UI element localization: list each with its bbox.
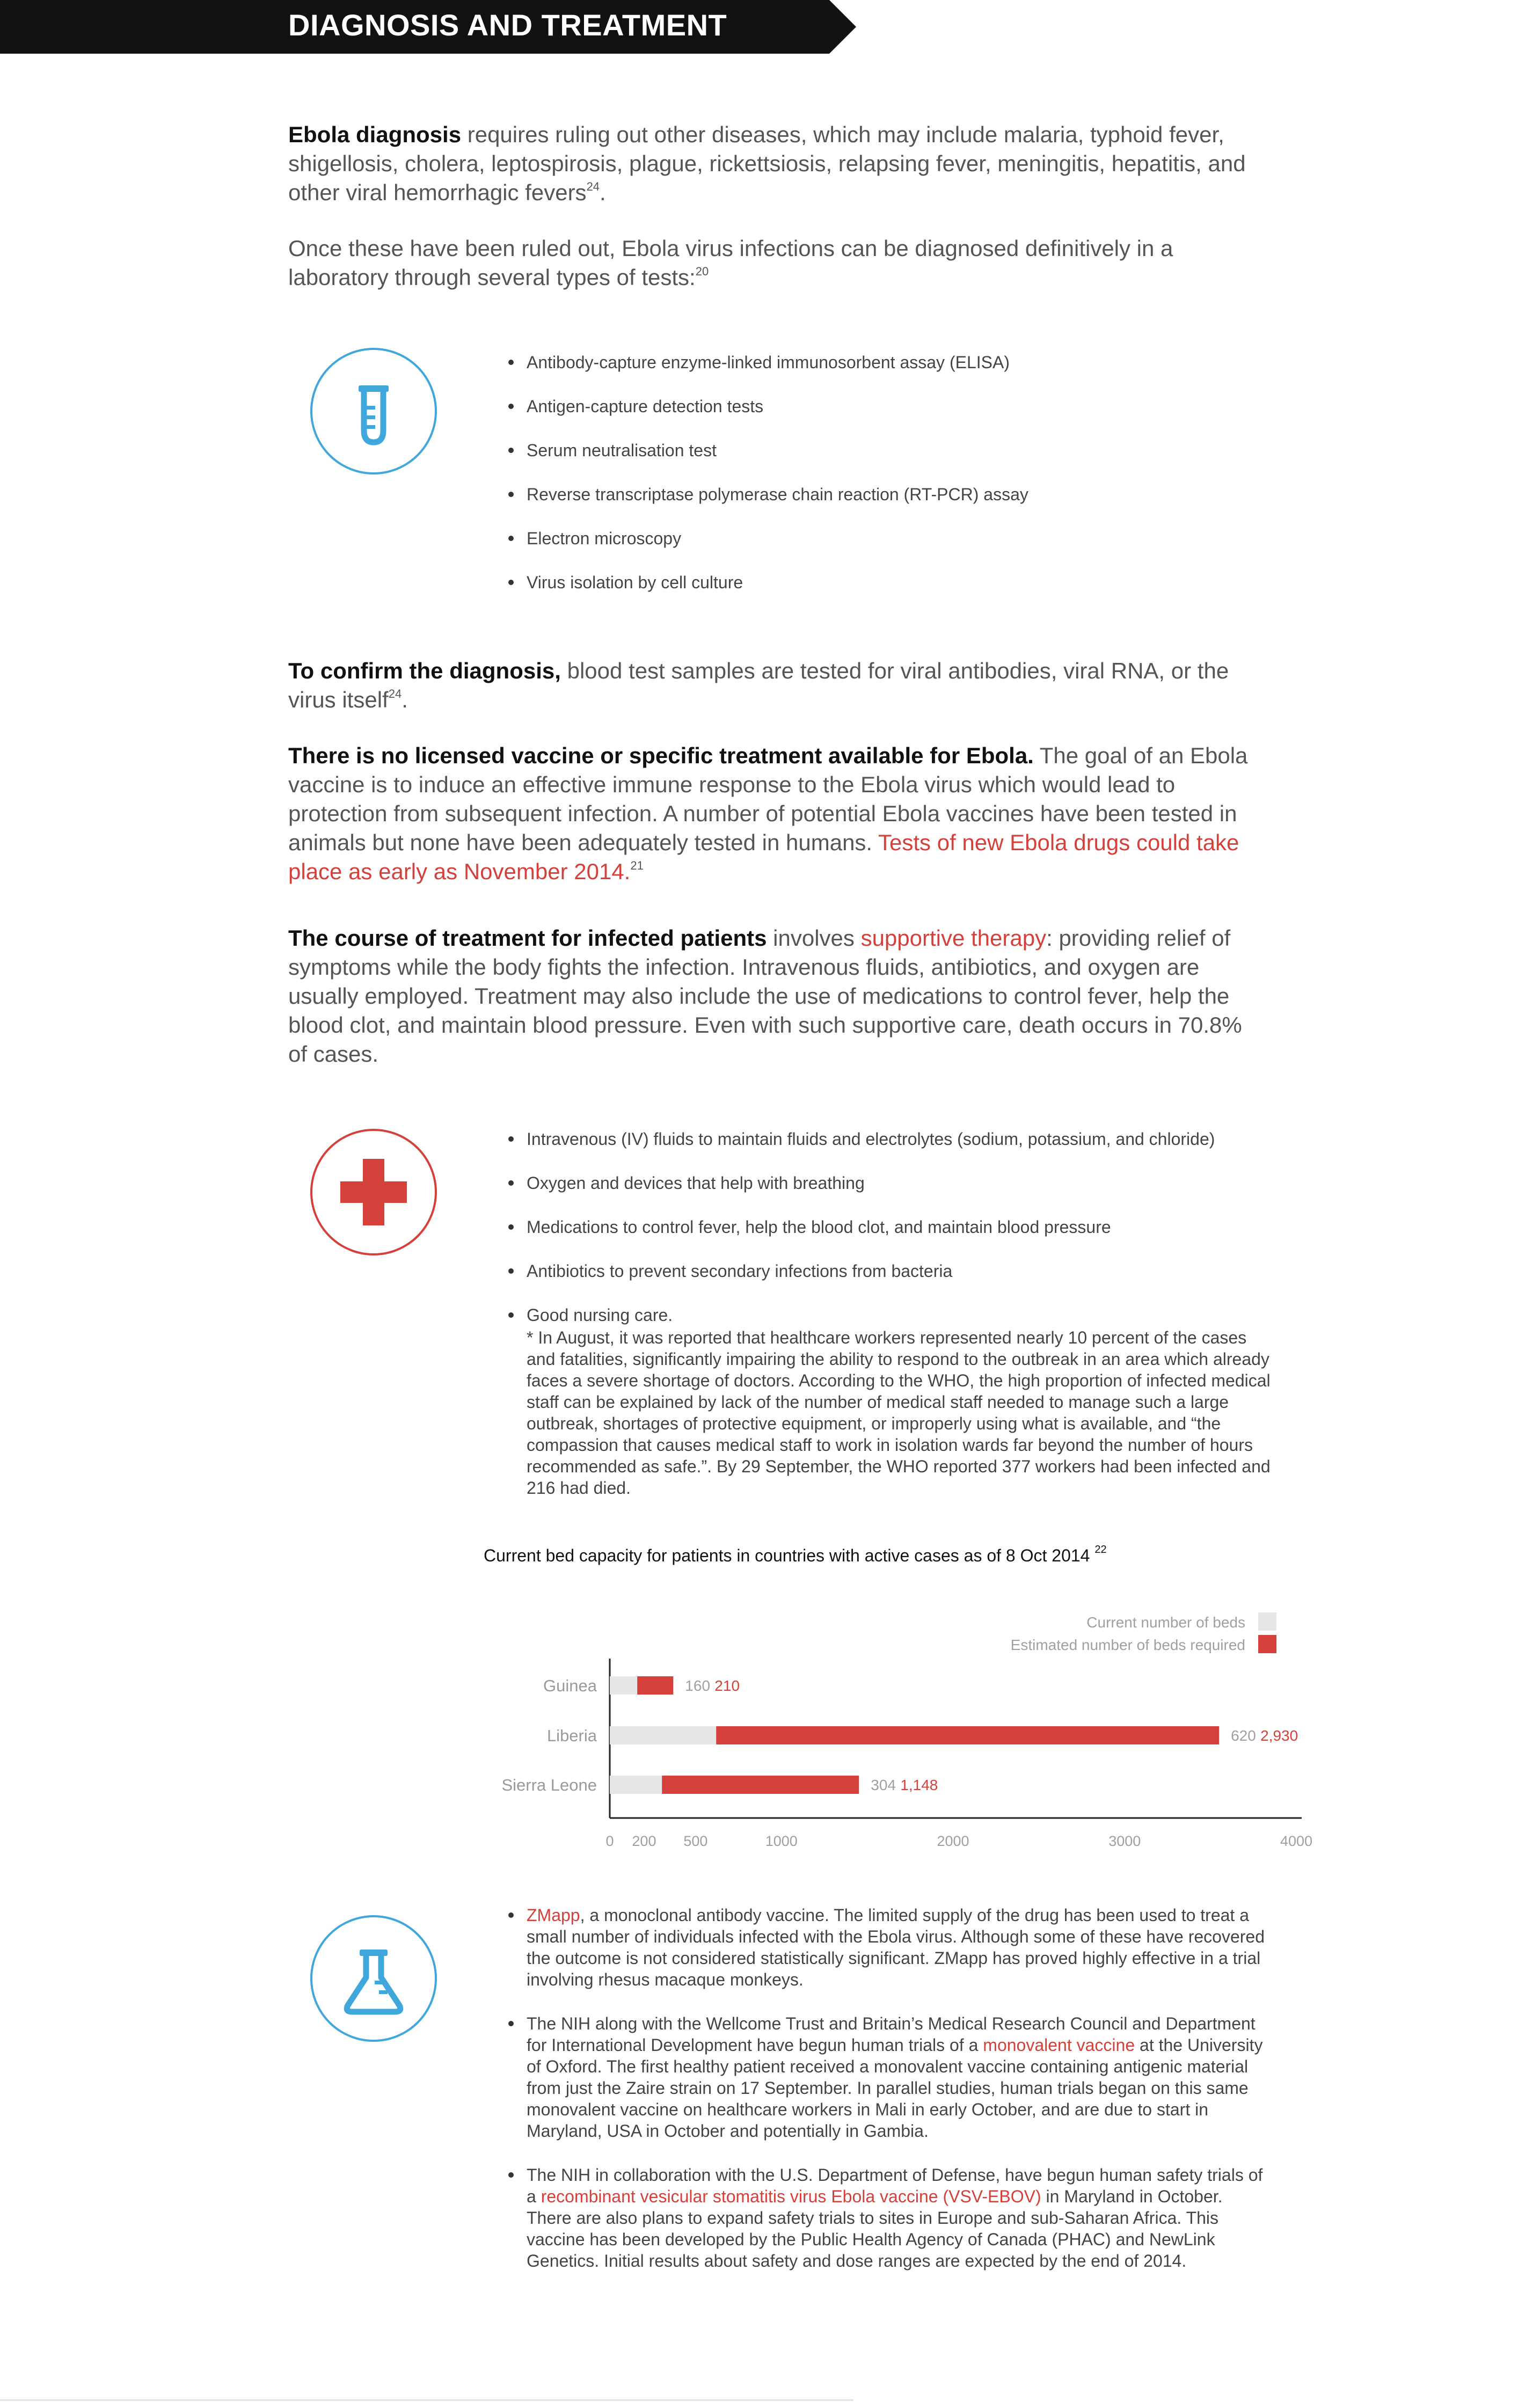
current-beds-label: 160 <box>685 1677 711 1694</box>
vaccine-bold-lead: There is no licensed vaccine or specific treatment available for Ebola. <box>288 743 1034 768</box>
vaccine-trials-list <box>508 1904 1271 2272</box>
treatment-text: involves <box>767 925 861 951</box>
zmapp-link-text: ZMapp <box>527 1905 580 1925</box>
x-tick-label: 4000 <box>1280 1833 1313 1849</box>
current-beds-label: 304 <box>871 1777 896 1793</box>
section-banner <box>0 0 859 54</box>
list-item: Oxygen and devices that help with breathing <box>508 1172 1271 1194</box>
flask-icon <box>310 1915 437 2042</box>
intro-text: requires ruling out other diseases, which may include malaria, typhoid fever, shigellosis, cholera, leptospirosis, plague, rickettsiosis, relapsing fever, meningitis, hepatitis, and other viral hemorrhagic fevers <box>288 122 1246 205</box>
monovalent-pre-text: The NIH along with the Wellcome Trust and Britain’s Medical Research Council and Department for International Development have begun human trials of a <box>527 2014 1256 2055</box>
category-label: Sierra Leone <box>501 1776 597 1794</box>
x-tick-label: 2000 <box>937 1833 969 1849</box>
current-beds-label: 620 <box>1231 1727 1256 1744</box>
required-beds-label: 1,148 <box>900 1777 938 1793</box>
tests-intro-text: Once these have been ruled out, Ebola virus infections can be diagnosed definitively in a laboratory through several types of tests: <box>288 236 1173 290</box>
required-beds-bar <box>637 1676 673 1695</box>
x-tick-label: 500 <box>683 1833 708 1849</box>
bed-capacity-chart <box>472 1605 1320 1852</box>
supportive-care-list <box>508 1128 1271 1499</box>
intro-bold-lead: Ebola diagnosis <box>288 122 462 147</box>
list-item: Antigen-capture detection tests <box>508 396 1260 417</box>
confirm-end: . <box>402 687 408 712</box>
required-beds-label: 210 <box>714 1677 740 1694</box>
list-item: Medications to control fever, help the blood clot, and maintain blood pressure <box>508 1216 1271 1238</box>
flask-icon-graphic <box>312 1917 435 2040</box>
section-title: DIAGNOSIS AND TREATMENT <box>288 8 727 42</box>
x-tick-label: 1000 <box>765 1833 798 1849</box>
confirm-paragraph <box>288 656 1265 714</box>
list-item: Intravenous (IV) fluids to maintain fluids and electrolytes (sodium, potassium, and chloride) <box>508 1128 1271 1150</box>
test-tube-icon-graphic <box>312 350 435 472</box>
treatment-paragraph <box>288 924 1265 1069</box>
required-beds-label: 2,930 <box>1260 1727 1298 1744</box>
vaccine-text: The goal of an Ebola vaccine is to induce an effective immune response to the Ebola virus which would lead to protection from subsequent infection. A number of potential Ebola vaccines have been tested in animals but none have been adequately tested in humans. <box>288 743 1248 855</box>
list-item <box>508 1304 1271 1499</box>
legend-label: Current number of beds <box>1086 1614 1245 1631</box>
chart-title-text: Current bed capacity for patients in countries with active cases as of 8 Oct 2014 <box>484 1546 1090 1565</box>
vaccine-highlight: Tests of new Ebola drugs could take place as early as November 2014. <box>288 830 1239 884</box>
nursing-care-label: Good nursing care. <box>527 1305 673 1325</box>
vsv-ebov-highlight: recombinant vesicular stomatitis virus Ebola vaccine (VSV-EBOV) <box>541 2187 1041 2206</box>
intro-end: . <box>600 180 606 205</box>
vsv-pre-text: The NIH in collaboration with the U.S. Department of Defense, have begun human safety trials of a <box>527 2165 1263 2206</box>
reference-marker: 22 <box>1094 1544 1107 1556</box>
diagnostic-tests-list <box>508 352 1260 593</box>
list-item: Reverse transcriptase polymerase chain reaction (RT-PCR) assay <box>508 484 1260 505</box>
footer-divider <box>0 2399 853 2401</box>
treatment-bold-lead: The course of treatment for infected patients <box>288 925 767 951</box>
treatment-text-continued: : providing relief of symptoms while the body fights the infection. Intravenous fluids, antibiotics, and oxygen are usually employed. Treatment may also include the use of medications to control fever, help the blood clot, and maintain blood pressure. Even with such supportive care, death occurs in 70.8% of cases. <box>288 925 1242 1067</box>
reference-marker: 20 <box>695 265 709 278</box>
reference-marker: 24 <box>388 687 402 700</box>
required-beds-bar <box>662 1776 859 1794</box>
healthcare-workers-note: * In August, it was reported that healthcare workers represented nearly 10 percent of the cases and fatalities, significantly impairing the ability to respond to the outbreak in an area which already faces a severe shortage of doctors. According to the WHO, the high proportion of infected medical staff can be explained by lack of the number of medical staff needed to manage such a large outbreak, shortages of protective equipment, or improperly using what is available, and “the compassion that causes medical staff to work in isolation wards far beyond the number of hours recommended as safe.”. By 29 September, the WHO reported 377 workers had been infected and 216 had died. <box>527 1328 1271 1498</box>
test-tube-icon <box>310 348 437 474</box>
list-item: Antibody-capture enzyme-linked immunosorbent assay (ELISA) <box>508 352 1260 373</box>
x-tick-label: 0 <box>605 1833 614 1849</box>
category-label: Liberia <box>546 1726 597 1745</box>
required-beds-bar <box>716 1726 1219 1744</box>
reference-marker: 21 <box>630 859 644 872</box>
vaccine-paragraph <box>288 741 1265 886</box>
confirm-bold-lead: To confirm the diagnosis, <box>288 658 561 683</box>
list-item <box>508 2013 1271 2142</box>
current-beds-bar <box>610 1676 637 1695</box>
legend-label: Estimated number of beds required <box>1010 1637 1245 1653</box>
current-beds-bar <box>610 1776 662 1794</box>
list-item: Electron microscopy <box>508 528 1260 549</box>
zmapp-text: , a monoclonal antibody vaccine. The limited supply of the drug has been used to treat a small number of individuals infected with the Ebola virus. Although some of these have recovered the outcome is not considered statistically significant. ZMapp has proved highly effective in a trial involving rhesus macaque monkeys. <box>527 1905 1265 1989</box>
list-item: Virus isolation by cell culture <box>508 572 1260 593</box>
vsv-text: in Maryland in October. There are also plans to expand safety trials to sites in Europe and sub-Saharan Africa. This vaccine has been developed by the Public Health Agency of Canada (PHAC) and NewLink Genetics. Initial results about safety and dose ranges are expected by the end of 2014. <box>527 2187 1223 2270</box>
legend-swatch <box>1258 1635 1276 1653</box>
medical-cross-icon <box>310 1129 437 1255</box>
monovalent-vaccine-highlight: monovalent vaccine <box>983 2035 1135 2055</box>
chart-title <box>484 1546 1107 1566</box>
intro-paragraph-tests <box>288 234 1265 292</box>
list-item: Serum neutralisation test <box>508 440 1260 461</box>
list-item <box>508 1904 1271 1990</box>
list-item <box>508 2164 1271 2272</box>
reference-marker: 24 <box>586 180 600 193</box>
supportive-therapy-highlight: supportive therapy <box>860 925 1047 951</box>
monovalent-text: at the University of Oxford. The first healthy patient received a monovalent vaccine containing antigenic material from just the Zaire strain on 17 September. In parallel studies, human trials began on this same monovalent vaccine on healthcare workers in Mali in early October, and are due to start in Maryland, USA in October and potentially in Gambia. <box>527 2035 1263 2141</box>
legend-swatch <box>1258 1612 1276 1631</box>
x-tick-label: 200 <box>632 1833 656 1849</box>
intro-paragraph-diagnosis <box>288 120 1265 207</box>
current-beds-bar <box>610 1726 716 1744</box>
list-item: Antibiotics to prevent secondary infections from bacteria <box>508 1260 1271 1282</box>
medical-cross-icon-graphic <box>312 1131 435 1253</box>
category-label: Guinea <box>543 1676 597 1695</box>
confirm-text: blood test samples are tested for viral antibodies, viral RNA, or the virus itself <box>288 658 1229 712</box>
x-tick-label: 3000 <box>1108 1833 1141 1849</box>
